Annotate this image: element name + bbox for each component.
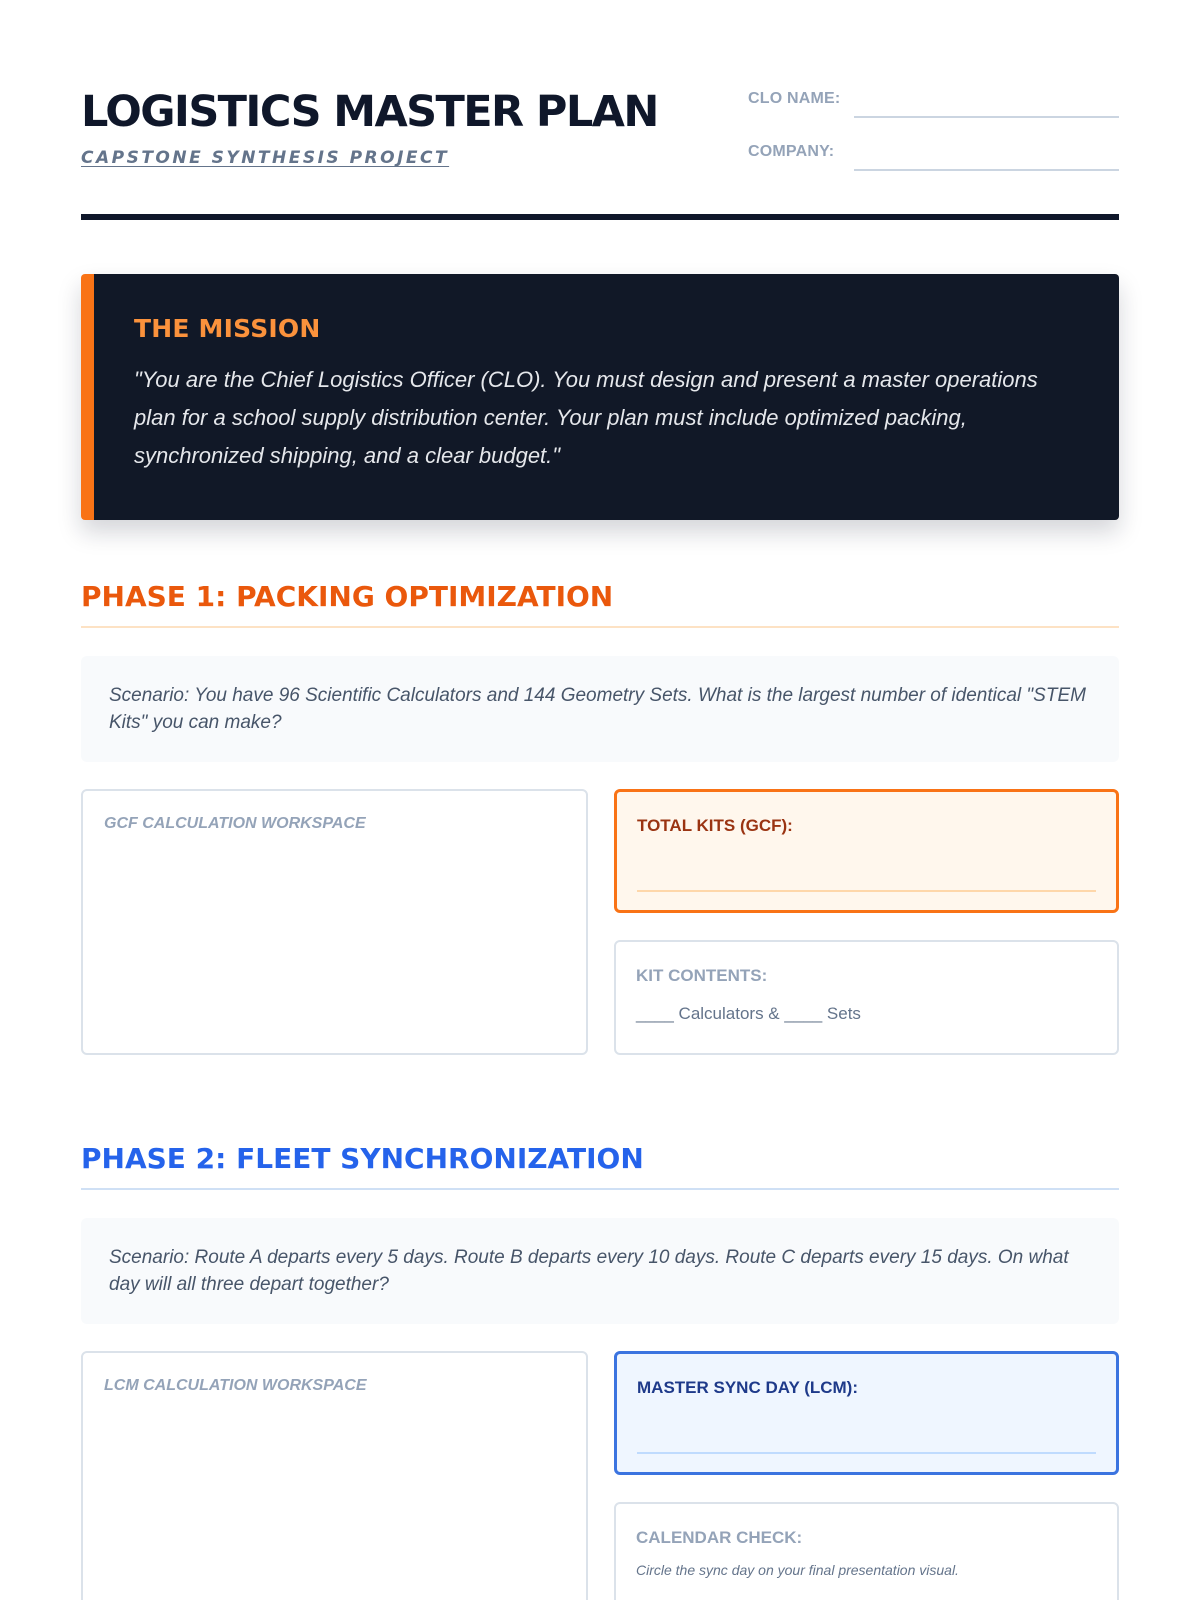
clo-name-field[interactable]	[854, 116, 1119, 118]
phase1-heading	[81, 580, 1119, 628]
phase2-scenario: Scenario: Route A departs every 5 days. Route B departs every 10 days. Route C departs every 15 days. On what day will all three depart together?	[81, 1218, 1119, 1324]
lcm-workspace-label: LCM CALCULATION WORKSPACE	[104, 1377, 367, 1394]
calendar-check-text: Circle the sync day on your final presentation visual.	[636, 1562, 959, 1578]
kit-contents-label: KIT CONTENTS:	[636, 966, 768, 985]
clo-name-row	[748, 84, 1119, 118]
company-field[interactable]	[854, 169, 1119, 171]
mission-card	[81, 274, 1119, 520]
kit-contents-box	[614, 940, 1119, 1055]
gcf-workspace[interactable]	[81, 789, 588, 1055]
page-title: LOGISTICS MASTER PLAN	[81, 87, 658, 137]
total-kits-label: TOTAL KITS (GCF):	[637, 816, 793, 835]
company-label: COMPANY:	[748, 143, 835, 160]
phase1-scenario: Scenario: You have 96 Scientific Calculators and 144 Geometry Sets. What is the largest number of identical "STEM Kits" you can make?	[81, 656, 1119, 762]
total-kits-answer-box	[614, 789, 1119, 913]
master-sync-day-field[interactable]	[637, 1452, 1096, 1454]
lcm-workspace[interactable]	[81, 1351, 588, 1600]
master-sync-day-answer-box	[614, 1351, 1119, 1475]
page-header	[81, 84, 1119, 180]
company-row	[748, 137, 1119, 171]
total-kits-field[interactable]	[637, 890, 1096, 892]
page-subtitle: CAPSTONE SYNTHESIS PROJECT	[81, 148, 450, 168]
gcf-workspace-label: GCF CALCULATION WORKSPACE	[104, 815, 366, 832]
clo-name-label: CLO NAME:	[748, 90, 841, 107]
phase2-title: PHASE 2: FLEET SYNCHRONIZATION	[81, 1142, 644, 1175]
phase2-heading	[81, 1142, 1119, 1190]
header-divider	[81, 214, 1119, 220]
kit-contents-text[interactable]: ____ Calculators & ____ Sets	[636, 1004, 861, 1023]
calendar-check-box	[614, 1502, 1119, 1600]
mission-title: THE MISSION	[134, 314, 321, 343]
master-sync-day-label: MASTER SYNC DAY (LCM):	[637, 1378, 859, 1397]
phase1-title: PHASE 1: PACKING OPTIMIZATION	[81, 580, 614, 613]
calendar-check-label: CALENDAR CHECK:	[636, 1528, 803, 1547]
mission-text: "You are the Chief Logistics Officer (CLO). You must design and present a master operations plan for a school supply distribution center. Your plan must include optimized packing, synchronized shipping, and a clear budget."	[134, 367, 1038, 468]
